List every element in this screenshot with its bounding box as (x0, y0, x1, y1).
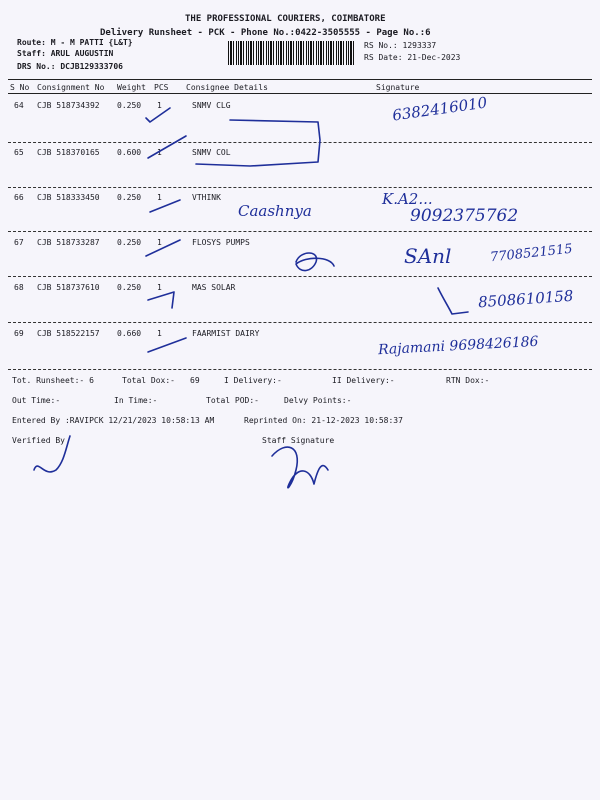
row-pcs: 1 (157, 283, 162, 292)
col-consignee: Consignee Details (186, 83, 268, 92)
entered-by: Entered By :RAVIPCK 12/21/2023 10:58:13 AM (12, 416, 215, 425)
row68-handwriting: 8508610158 (477, 286, 574, 312)
total-dox-value: 69 (190, 376, 200, 385)
row-sno: 65 (14, 148, 24, 157)
col-weight: Weight (117, 83, 146, 92)
row-consignment: CJB 518734392 (37, 101, 100, 110)
col-pcs: PCS (154, 83, 169, 92)
row-pcs: 1 (157, 148, 162, 157)
route-label: Route: M - M PATTI {L&T} (17, 38, 133, 47)
row-consignee: SNMV CLG (192, 101, 231, 110)
row-consignee: MAS SOLAR (192, 283, 236, 292)
staff-signature-label: Staff Signature (262, 436, 335, 445)
row67-sign: SAnl (404, 244, 452, 268)
out-time: Out Time:- (12, 396, 61, 405)
row67-handwriting: 7708521515 (489, 241, 574, 266)
company-name: THE PROFESSIONAL COURIERS, COIMBATORE (185, 14, 386, 24)
row-consignee: VTHINK (192, 193, 221, 202)
row-sno: 64 (14, 101, 24, 110)
row66-handwriting: 9092375762 (410, 206, 519, 226)
ii-delivery: II Delivery:- (332, 376, 395, 385)
row-consignment: CJB 518370165 (37, 148, 100, 157)
runsheet-subtitle: Delivery Runsheet - PCK - Phone No.:0422-3505555 - Page No.:6 (100, 28, 431, 38)
staff-label: Staff: ARUL AUGUSTIN (17, 49, 114, 58)
row-weight: 0.250 (117, 101, 142, 110)
rs-date: RS Date: 21-Dec-2023 (364, 53, 461, 62)
row-pcs: 1 (157, 329, 162, 338)
rs-number: RS No.: 1293337 (364, 41, 437, 50)
row-consignment: CJB 518737610 (37, 283, 100, 292)
row-consignee: SNMV COL (192, 148, 231, 157)
row64-handwriting: 6382416010 (391, 93, 489, 125)
col-signature: Signature (376, 83, 420, 92)
in-time: In Time:- (114, 396, 158, 405)
total-pod: Total POD:- (206, 396, 259, 405)
row-consignment: CJB 518522157 (37, 329, 100, 338)
total-runsheet: Tot. Runsheet:- 6 (12, 376, 94, 385)
row-weight: 0.250 (117, 193, 142, 202)
row69-handwriting: Rajamani 9698426186 (377, 333, 539, 359)
row-weight: 0.660 (117, 329, 142, 338)
row66-scrawl: Caashnya (238, 202, 312, 220)
row-sno: 66 (14, 193, 24, 202)
row-weight: 0.600 (117, 148, 142, 157)
i-delivery: I Delivery:- (224, 376, 282, 385)
drs-number: DRS No.: DCJB129333706 (17, 62, 123, 71)
row-pcs: 1 (157, 101, 162, 110)
row-consignment: CJB 518333450 (37, 193, 100, 202)
row-consignee: FLOSYS PUMPS (192, 238, 250, 247)
row-pcs: 1 (157, 238, 162, 247)
delvy-points: Delvy Points:- (284, 396, 352, 405)
row-consignment: CJB 518733287 (37, 238, 100, 247)
col-sno: S No (10, 83, 30, 92)
row-sno: 67 (14, 238, 24, 247)
verified-by-label: Verified By (12, 436, 65, 445)
rtn-dox: RTN Dox:- (446, 376, 490, 385)
row-weight: 0.250 (117, 283, 142, 292)
row-weight: 0.250 (117, 238, 142, 247)
row66-name-handwriting: K.A2... (382, 190, 433, 208)
row-consignee: FAARMIST DAIRY (192, 329, 260, 338)
row-sno: 68 (14, 283, 24, 292)
reprinted-on: Reprinted On: 21-12-2023 10:58:37 (244, 416, 403, 425)
row-sno: 69 (14, 329, 24, 338)
total-dox-label: Total Dox:- (122, 376, 175, 385)
col-consignment: Consignment No (37, 83, 105, 92)
row-pcs: 1 (157, 193, 162, 202)
